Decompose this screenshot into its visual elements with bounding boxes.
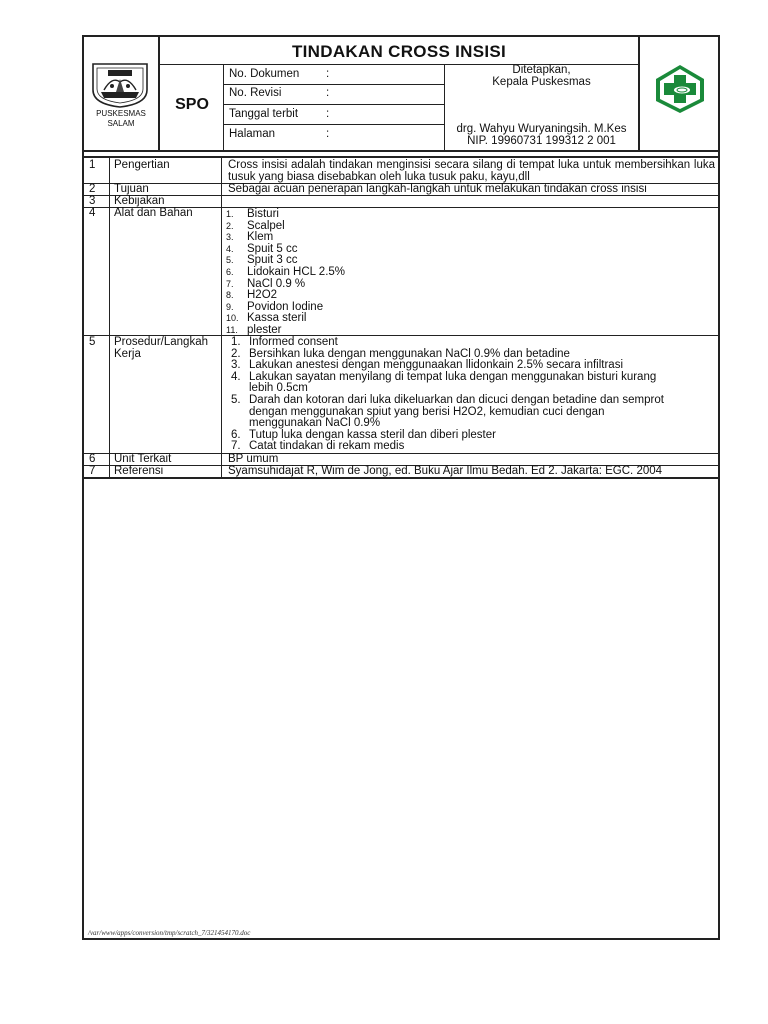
list-item: 6. Lidokain HCL 2.5% — [226, 266, 346, 278]
list-item: 1. Bisturi — [226, 208, 279, 220]
spo-divider — [223, 65, 224, 151]
step-number: 3. — [231, 359, 241, 372]
row-number: 1 — [89, 159, 96, 171]
list-item: 5. Spuit 3 cc — [226, 254, 298, 267]
row-label-kebijakan: Kebijakan — [114, 195, 165, 207]
step-number: 2. — [231, 347, 241, 360]
list-item: 10. Kassa steril — [226, 312, 307, 325]
step-number: 6. — [231, 428, 241, 441]
org-name: PUSKESMAS — [96, 109, 146, 118]
row-label-alat-dan-bahan: Alat dan Bahan — [114, 207, 193, 219]
row-label-tujuan: Tujuan — [114, 183, 149, 195]
step-text: Catat tindakan di rekam medis — [249, 440, 405, 453]
step-number: 4. — [231, 370, 241, 383]
field-label-no-revisi: No. Revisi — [229, 87, 282, 99]
field-colon: : — [326, 87, 330, 99]
step-text: Informed consent — [249, 336, 338, 348]
column-divider — [221, 157, 222, 478]
approval-name: drg. Wahyu Wuryaningsih. M.Kes — [456, 123, 627, 135]
row-number: 7 — [89, 465, 96, 477]
list-item: 2. Scalpel — [226, 219, 285, 232]
row-label-referensi: Referensi — [114, 465, 164, 477]
puskesmas-green-cross-icon — [652, 63, 708, 115]
field-colon: : — [326, 108, 330, 120]
list-item: 7. NaCl 0.9 % — [226, 277, 306, 290]
field-separator — [224, 124, 444, 125]
step-text-continued: lebih 0.5cm — [249, 382, 308, 395]
field-label-tanggal-terbit: Tanggal terbit — [229, 108, 299, 120]
spo-label: SPO — [175, 96, 209, 113]
list-item: 3. Klem — [226, 231, 274, 244]
list-item: 4. Spuit 5 cc — [226, 242, 298, 255]
list-item: 11. plester — [226, 324, 282, 336]
column-divider — [109, 157, 110, 478]
row-divider — [84, 453, 718, 454]
org-place: SALAM — [107, 119, 135, 128]
field-separator — [224, 104, 444, 105]
step-text-continued: dengan menggunakan spiut yang berisi H2O2, kemudian cuci dengan — [249, 405, 605, 418]
list-item: 9. Povidon Iodine — [226, 300, 324, 313]
row-number: 2 — [89, 183, 96, 195]
row-label-prosedur: Prosedur/Langkah — [114, 336, 208, 348]
step-text: Lakukan sayatan menyilang di tempat luka dengan menggunakan bisturi kurang — [249, 370, 657, 383]
field-separator — [224, 84, 444, 85]
row-number: 6 — [89, 453, 96, 465]
row-label-unit-terkait: Unit Terkait — [114, 453, 172, 465]
row-label-kerja: Kerja — [114, 347, 141, 360]
step-text-continued: menggunakan NaCl 0.9% — [249, 417, 381, 430]
pengertian-text: Cross insisi adalah tindakan menginsisi secara silang di tempat luka untuk membersihkan luka tusuk yang biasa disebabkan oleh luka tusuk paku, kayu,dll — [228, 159, 715, 183]
field-colon: : — [326, 68, 330, 80]
field-label-halaman: Halaman — [229, 128, 276, 140]
row-label-pengertian: Pengertian — [114, 159, 170, 171]
step-text: Lakukan anestesi dengan menggunaakan llidonkain 2.5% secara infiltrasi — [249, 359, 623, 372]
approval-line1: Ditetapkan, — [512, 64, 571, 76]
unit-terkait-text: BP umum — [228, 453, 279, 465]
step-number: 5. — [231, 394, 241, 406]
list-item: 8. H2O2 — [226, 289, 278, 302]
tujuan-text: Sebagai acuan penerapan langkah-langkah untuk melakukan tindakan cross insisi — [228, 183, 647, 195]
step-text: Darah dan kotoran dari luka dikeluarkan dan dicuci dengan betadine dan semprot — [249, 394, 664, 406]
row-number: 3 — [89, 195, 96, 207]
approval-nip: NIP. 19960731 199312 2 001 — [467, 135, 616, 147]
field-label-no-dokumen: No. Dokumen — [229, 68, 300, 80]
field-colon: : — [326, 128, 330, 140]
approval-line2: Kepala Puskesmas — [492, 76, 591, 88]
referensi-text: Syamsuhidajat R, Wim de Jong, ed. Buku Ajar Ilmu Bedah. Ed 2. Jakarta: EGC. 2004 — [228, 465, 663, 477]
regency-crest-icon — [90, 62, 150, 108]
step-number: 1. — [231, 336, 241, 348]
page-title: TINDAKAN CROSS INSISI — [291, 42, 507, 61]
row-number: 5 — [89, 336, 96, 348]
file-path-footer: /var/www/apps/conversion/tmp/scratch_7/321454170.doc — [88, 929, 251, 937]
step-text: Bersihkan luka dengan menggunakan NaCl 0.9% dan betadine — [249, 347, 570, 360]
table-top-border — [83, 156, 719, 158]
row-number: 4 — [89, 207, 96, 219]
step-number: 7. — [231, 440, 241, 453]
header-bottom-border — [83, 150, 719, 152]
step-text: Tutup luka dengan kassa steril dan diberi plester — [249, 428, 496, 441]
